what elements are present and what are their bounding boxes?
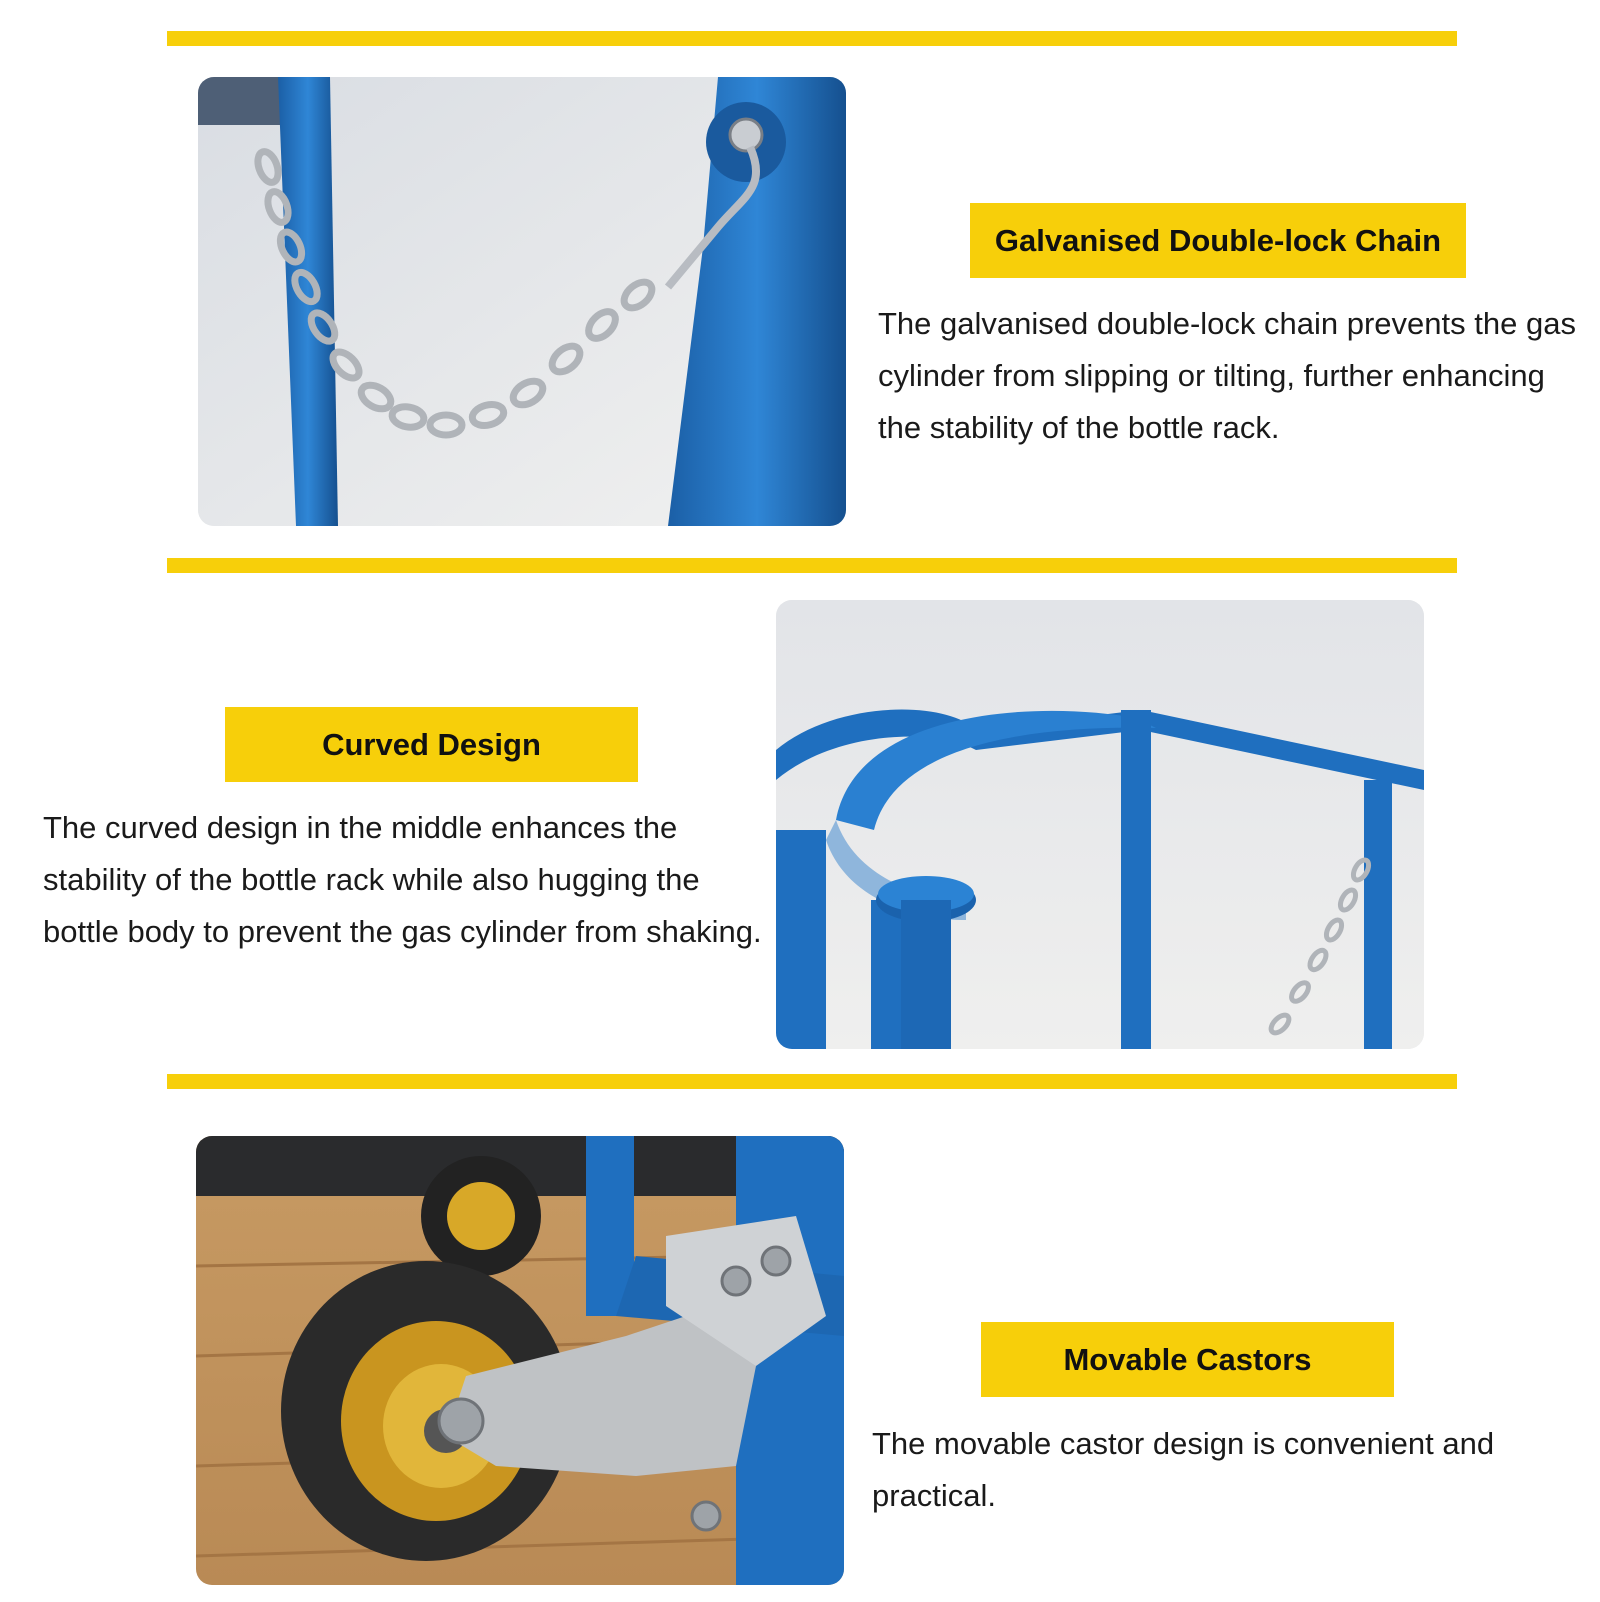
chain-feature-title [970,203,1466,278]
chain-feature-title-text: Galvanised Double-lock Chain [994,222,1442,258]
section-divider-middle [167,558,1457,573]
section-divider-top [167,31,1457,46]
curved-feature-description: The curved design in the middle enhances the stability of the bottle rack while also hugging the bottle body to prevent the gas cylinder from shaking. [43,810,762,949]
curved-feature-title [225,707,638,782]
curved-rack-photo [776,600,1424,1049]
castors-feature-description: The movable castor design is convenient and practical. [872,1426,1495,1513]
curved-feature-title-text: Curved Design [322,726,541,762]
castors-feature-title-text: Movable Castors [1063,1341,1312,1377]
chain-photo [198,77,846,526]
chain-feature-description: The galvanised double-lock chain prevents the gas cylinder from slipping or tilting, further enhancing the stability of the bottle rack. [878,306,1576,445]
section-divider-bottom [167,1074,1457,1089]
castor-wheel-photo [196,1136,844,1585]
castors-feature-title [981,1322,1394,1397]
